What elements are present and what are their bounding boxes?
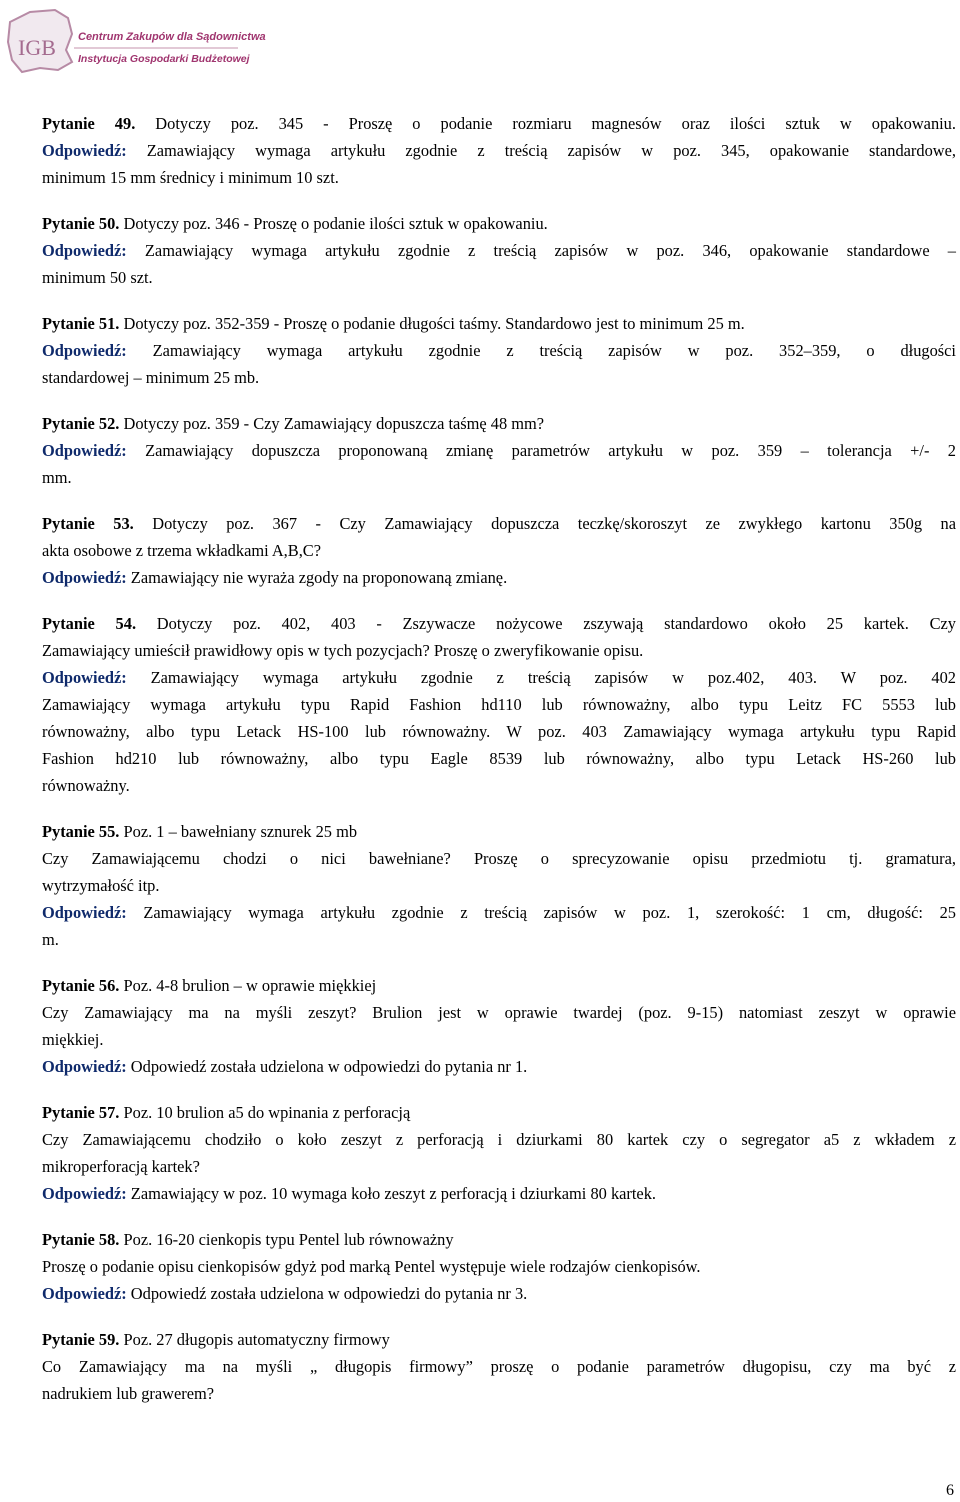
answer-label: Odpowiedź: xyxy=(42,1057,127,1076)
text-line xyxy=(42,510,956,537)
text-run: miękkiej. xyxy=(42,1030,104,1049)
text-run: Zamawiający wymaga artykułu typu Rapid Fashion hd110 lub równoważny, albo typu Leitz FC 5553 lub xyxy=(42,695,956,714)
text-run: Dotyczy poz. 402, 403 - Zszywacze nożycowe zszywają standardowo około 25 kartek. Czy xyxy=(136,614,956,633)
text-run: Dotyczy poz. 352-359 - Proszę o podanie długości taśmy. Standardowo jest to minimum 25 m. xyxy=(119,314,745,333)
answer-label: Odpowiedź: xyxy=(42,568,127,587)
question-label: Pytanie 57. xyxy=(42,1103,120,1122)
text-line xyxy=(42,1180,956,1207)
answer-label: Odpowiedź: xyxy=(42,441,127,460)
text-line xyxy=(42,999,956,1026)
qa-block xyxy=(42,310,956,391)
text-run: minimum 50 szt. xyxy=(42,268,153,287)
text-run: wytrzymałość itp. xyxy=(42,876,160,895)
text-line xyxy=(42,1380,956,1407)
text-run: Poz. 10 brulion a5 do wpinania z perforacją xyxy=(119,1103,411,1122)
answer-label: Odpowiedź: xyxy=(42,141,127,160)
text-run: Zamawiający umieścił prawidłowy opis w tych pozycjach? Proszę o zweryfikowanie opisu. xyxy=(42,641,644,660)
text-run: nadrukiem lub grawerem? xyxy=(42,1384,215,1403)
text-line xyxy=(42,1280,956,1307)
question-label: Pytanie 56. xyxy=(42,976,120,995)
text-line xyxy=(42,364,956,391)
text-run: Fashion hd210 lub równoważny, albo typu Eagle 8539 lub równoważny, albo typu Letack HS-260 lub xyxy=(42,749,956,768)
text-run: Odpowiedź została udzielona w odpowiedzi do pytania nr 1. xyxy=(126,1057,528,1076)
text-line xyxy=(42,772,956,799)
text-run: równoważny. xyxy=(42,776,130,795)
qa-block xyxy=(42,1326,956,1407)
text-run: Czy Zamawiającemu chodziło o koło zeszyt z perforacją i dziurkami 80 kartek czy o segregator a5 z wkładem z xyxy=(42,1130,956,1149)
text-line xyxy=(42,310,956,337)
text-run: Poz. 27 długopis automatyczny firmowy xyxy=(119,1330,390,1349)
text-run: mikroperforacją kartek? xyxy=(42,1157,200,1176)
text-line xyxy=(42,437,956,464)
text-run: Czy Zamawiającemu chodzi o nici bawełniane? Proszę o sprecyzowanie opisu przedmiotu tj. gramatura, xyxy=(42,849,956,868)
qa-block xyxy=(42,818,956,953)
qa-block xyxy=(42,1099,956,1207)
text-run: Co Zamawiający ma na myśli „ długopis firmowy” proszę o podanie parametrów długopisu, czy ma być z xyxy=(42,1357,956,1376)
text-line xyxy=(42,1353,956,1380)
answer-label: Odpowiedź: xyxy=(42,668,127,687)
qa-block xyxy=(42,610,956,799)
question-label: Pytanie 54. xyxy=(42,614,137,633)
text-run: Dotyczy poz. 359 - Czy Zamawiający dopuszcza taśmę 48 mm? xyxy=(119,414,545,433)
text-line xyxy=(42,237,956,264)
text-line xyxy=(42,1153,956,1180)
text-line xyxy=(42,845,956,872)
text-line xyxy=(42,926,956,953)
question-label: Pytanie 59. xyxy=(42,1330,120,1349)
text-line xyxy=(42,537,956,564)
text-line xyxy=(42,137,956,164)
question-label: Pytanie 49. xyxy=(42,114,136,133)
answer-label: Odpowiedź: xyxy=(42,241,127,260)
answer-label: Odpowiedź: xyxy=(42,341,127,360)
text-line xyxy=(42,337,956,364)
text-line xyxy=(42,637,956,664)
text-run: Odpowiedź została udzielona w odpowiedzi do pytania nr 3. xyxy=(126,1284,528,1303)
text-run: Dotyczy poz. 345 - Proszę o podanie rozmiaru magnesów oraz ilości sztuk w opakowaniu. xyxy=(135,114,956,133)
text-run: Zamawiający dopuszcza proponowaną zmianę parametrów artykułu w poz. 359 – tolerancja +/- 2 xyxy=(126,441,956,460)
text-run: Proszę o podanie opisu cienkopisów gdyż pod marką Pentel występuje wiele rodzajów cienkopisów. xyxy=(42,1257,701,1276)
qa-block xyxy=(42,510,956,591)
text-run: Poz. 1 – bawełniany sznurek 25 mb xyxy=(119,822,358,841)
text-line xyxy=(42,899,956,926)
text-line xyxy=(42,610,956,637)
logo-line2: Instytucja Gospodarki Budżetowej xyxy=(78,53,250,65)
text-line xyxy=(42,1226,956,1253)
text-line xyxy=(42,564,956,591)
page-number: 6 xyxy=(946,1482,954,1499)
institution-logo xyxy=(0,0,266,80)
text-line xyxy=(42,1053,956,1080)
text-run: mm. xyxy=(42,468,72,487)
text-run: Zamawiający wymaga artykułu zgodnie z treścią zapisów w poz. 346, opakowanie standardowe – xyxy=(126,241,956,260)
text-run: Zamawiający wymaga artykułu zgodnie z treścią zapisów w poz.402, 403. W poz. 402 xyxy=(126,668,956,687)
text-line xyxy=(42,664,956,691)
qa-block xyxy=(42,110,956,191)
text-line xyxy=(42,691,956,718)
text-run: m. xyxy=(42,930,59,949)
text-run: Czy Zamawiający ma na myśli zeszyt? Brulion jest w oprawie twardej (poz. 9-15) natomiast zeszyt w oprawie xyxy=(42,1003,956,1022)
question-label: Pytanie 50. xyxy=(42,214,120,233)
text-run: Zamawiający wymaga artykułu zgodnie z treścią zapisów w poz. 345, opakowanie standardowe, xyxy=(126,141,956,160)
text-run: Poz. 4-8 brulion – w oprawie miękkiej xyxy=(119,976,377,995)
logo-graphic xyxy=(0,0,266,80)
text-line xyxy=(42,164,956,191)
text-run: standardowej – minimum 25 mb. xyxy=(42,368,260,387)
qa-block xyxy=(42,972,956,1080)
text-line xyxy=(42,1326,956,1353)
text-line xyxy=(42,872,956,899)
text-line xyxy=(42,1099,956,1126)
text-line xyxy=(42,1026,956,1053)
question-label: Pytanie 58. xyxy=(42,1230,120,1249)
text-line xyxy=(42,972,956,999)
text-run: minimum 15 mm średnicy i minimum 10 szt. xyxy=(42,168,339,187)
answer-label: Odpowiedź: xyxy=(42,1284,127,1303)
logo-mark: IGB xyxy=(18,35,56,60)
text-line xyxy=(42,410,956,437)
text-line xyxy=(42,264,956,291)
qa-block xyxy=(42,410,956,491)
answer-label: Odpowiedź: xyxy=(42,903,127,922)
text-run: Zamawiający nie wyraża zgody na proponowaną zmianę. xyxy=(126,568,508,587)
text-run: akta osobowe z trzema wkładkami A,B,C? xyxy=(42,541,322,560)
text-line xyxy=(42,110,956,137)
text-run: Zamawiający wymaga artykułu zgodnie z treścią zapisów w poz. 1, szerokość: 1 cm, długość: 25 xyxy=(126,903,956,922)
text-run: Dotyczy poz. 367 - Czy Zamawiający dopuszcza teczkę/skoroszyt ze zwykłego kartonu 350g na xyxy=(133,514,956,533)
question-label: Pytanie 53. xyxy=(42,514,134,533)
text-line xyxy=(42,1126,956,1153)
answer-label: Odpowiedź: xyxy=(42,1184,127,1203)
question-label: Pytanie 51. xyxy=(42,314,120,333)
text-run: Zamawiający w poz. 10 wymaga koło zeszyt z perforacją i dziurkami 80 kartek. xyxy=(126,1184,656,1203)
question-label: Pytanie 55. xyxy=(42,822,120,841)
question-label: Pytanie 52. xyxy=(42,414,120,433)
text-line xyxy=(42,210,956,237)
text-run: Dotyczy poz. 346 - Proszę o podanie ilości sztuk w opakowaniu. xyxy=(119,214,548,233)
logo-line1: Centrum Zakupów dla Sądownictwa xyxy=(78,31,266,43)
text-run: Poz. 16-20 cienkopis typu Pentel lub równoważny xyxy=(119,1230,454,1249)
text-line xyxy=(42,745,956,772)
text-run: równoważny, albo typu Letack HS-100 lub równoważny. W poz. 403 Zamawiający wymaga artykułu typu Rapid xyxy=(42,722,956,741)
qa-block xyxy=(42,1226,956,1307)
text-line xyxy=(42,718,956,745)
text-run: Zamawiający wymaga artykułu zgodnie z treścią zapisów w poz. 352–359, o długości xyxy=(126,341,956,360)
text-line xyxy=(42,464,956,491)
text-line xyxy=(42,1253,956,1280)
document-body xyxy=(42,110,956,1426)
text-line xyxy=(42,818,956,845)
qa-block xyxy=(42,210,956,291)
